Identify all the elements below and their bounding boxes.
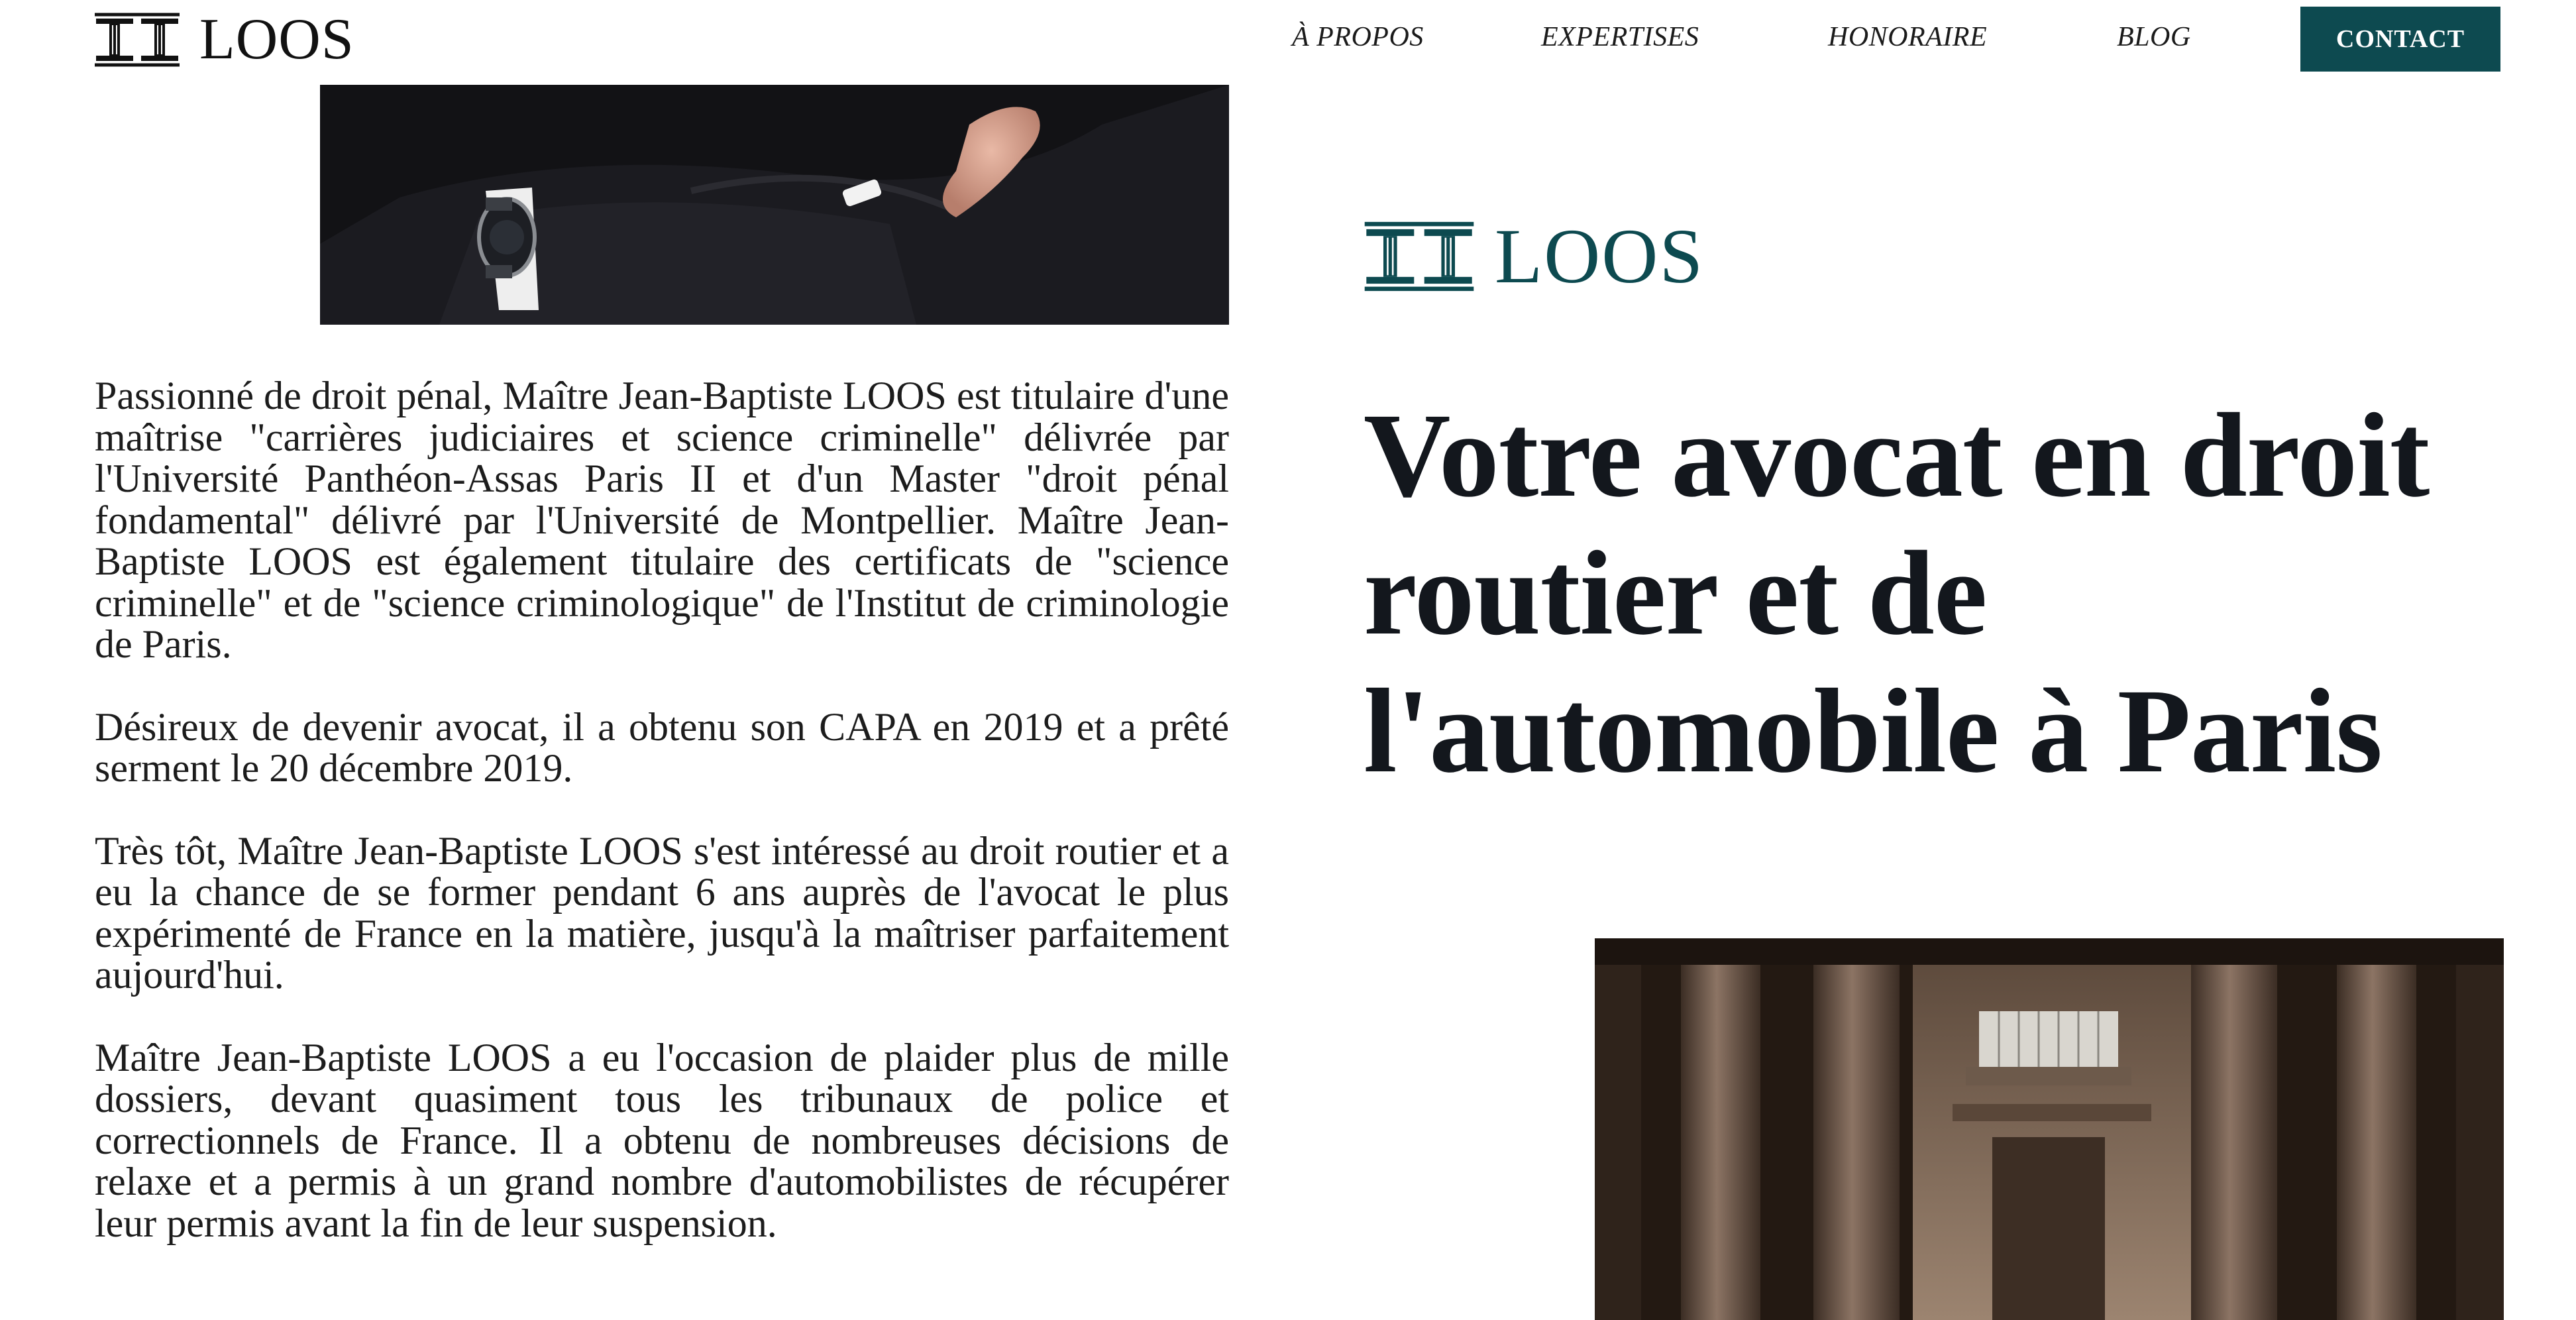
bio-paragraph: Passionné de droit pénal, Maître Jean-Baptiste LOOS est titulaire d'une maîtrise "carrières judiciaires et science criminelle" délivrée par l'Université Panthéon-Assas Paris II et d'un Master "droit pénal fondamental" délivré par l'Université de Montpellier. Maître Jean-Baptiste LOOS est également titulaire des certificats de "science criminelle" et de "science criminologique" de l'Institut de criminologie de Paris. [95, 374, 1229, 666]
brand-logo-text: LOOS [1495, 213, 1705, 300]
nav-link-a-propos[interactable]: À PROPOS [1292, 22, 1424, 52]
nav-link-expertises[interactable]: EXPERTISES [1541, 22, 1699, 52]
columns-logo-icon [1364, 221, 1475, 292]
nav-link-honoraire[interactable]: HONORAIRE [1828, 22, 1988, 52]
page-title: Votre avocat en droit routier et de l'automobile à Paris [1364, 389, 2430, 798]
bio-text [95, 375, 1229, 1285]
bio-paragraph: Maître Jean-Baptiste LOOS a eu l'occasion de plaider plus de mille dossiers, devant quasiment tous les tribunaux de police et correctionnels de France. Il a obtenu de nombreuses décisions de relaxe et a permis à un grand nombre d'automobilistes de récupérer leur permis avant la fin de leur suspension. [95, 1035, 1229, 1245]
bio-paragraph: Très tôt, Maître Jean-Baptiste LOOS s'est intéressé au droit routier et a eu la chance de se former pendant 6 ans auprès de l'avocat le plus expérimenté de France en la matière, jusqu'à la maîtriser parfaitement aujourd'hui. [95, 828, 1229, 997]
contact-button[interactable]: CONTACT [2300, 7, 2500, 72]
logo-text: LOOS [199, 7, 354, 72]
bio-paragraph: Désireux de devenir avocat, il a obtenu son CAPA en 2019 et a prêté serment le 20 décembre 2019. [95, 704, 1229, 790]
lawyer-portrait-image [320, 85, 1229, 325]
brand-logo [1364, 213, 1705, 300]
courthouse-hall-image [1595, 938, 2504, 1320]
columns-logo-icon [95, 12, 180, 68]
nav-link-blog[interactable]: BLOG [2117, 22, 2191, 52]
header-logo[interactable] [95, 7, 354, 72]
